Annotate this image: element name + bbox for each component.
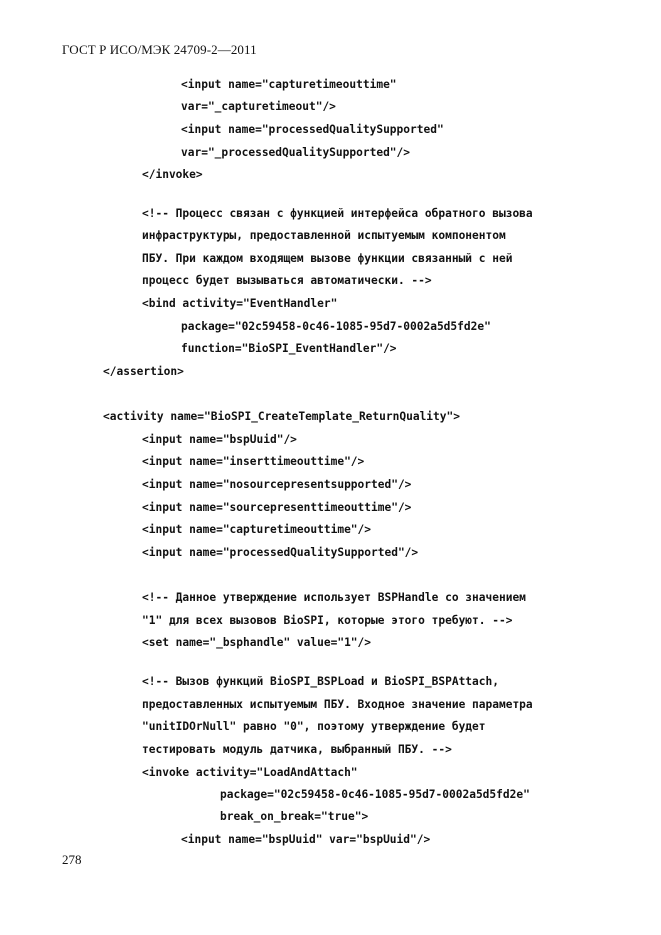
code-line: <!-- Данное утверждение использует BSPHandle со значением [142, 591, 526, 604]
code-line: <activity name="BioSPI_CreateTemplate_ReturnQuality"> [103, 410, 460, 423]
code-line: <bind activity="EventHandler" [142, 297, 338, 310]
code-line: var="_capturetimeout"/> [181, 100, 336, 113]
code-line: предоставленных испытуемым ПБУ. Входное значение параметра [142, 698, 533, 711]
code-line: инфраструктуры, предоставленной испытуемым компонентом [142, 229, 506, 242]
code-line: </assertion> [103, 365, 184, 378]
code-line: <invoke activity="LoadAndAttach" [142, 766, 358, 779]
code-line: break_on_break="true"> [220, 810, 369, 823]
code-line: <!-- Вызов функций BioSPI_BSPLoad и BioSPI_BSPAttach, [142, 675, 499, 688]
code-line: "1" для всех вызовов BioSPI, которые этого требуют. --> [142, 614, 513, 627]
code-line: package="02c59458-0c46-1085-95d7-0002a5d5fd2e" [181, 320, 491, 333]
code-line: <!-- Процесс связан с функцией интерфейса обратного вызова [142, 207, 533, 220]
code-line: <input name="nosourcepresentsupported"/> [142, 478, 412, 491]
code-line: </invoke> [142, 168, 203, 181]
code-line: function="BioSPI_EventHandler"/> [181, 342, 397, 355]
code-line: <input name="processedQualitySupported" [181, 123, 444, 136]
code-line: <input name="bspUuid" var="bspUuid"/> [181, 833, 431, 846]
code-line: <set name="_bsphandle" value="1"/> [142, 636, 372, 649]
code-line: var="_processedQualitySupported"/> [181, 146, 411, 159]
code-line: <input name="processedQualitySupported"/> [142, 546, 419, 559]
code-line: ПБУ. При каждом входящем вызове функции связанный с ней [142, 252, 513, 265]
page-number: 278 [62, 852, 82, 867]
code-line: <input name="bspUuid"/> [142, 433, 297, 446]
code-line: "unitIDOrNull" равно "0", поэтому утверждение будет [142, 720, 486, 733]
code-line: тестировать модуль датчика, выбранный ПБУ. --> [142, 743, 452, 756]
code-line: package="02c59458-0c46-1085-95d7-0002a5d5fd2e" [220, 788, 530, 801]
code-line: <input name="sourcepresenttimeouttime"/> [142, 501, 412, 514]
code-line: <input name="inserttimeouttime"/> [142, 455, 365, 468]
code-line: <input name="capturetimeouttime" [181, 78, 397, 91]
code-line: <input name="capturetimeouttime"/> [142, 523, 372, 536]
document-header: ГОСТ Р ИСО/МЭК 24709-2—2011 [62, 42, 257, 57]
code-line: процесс будет вызываться автоматически. --> [142, 274, 432, 287]
